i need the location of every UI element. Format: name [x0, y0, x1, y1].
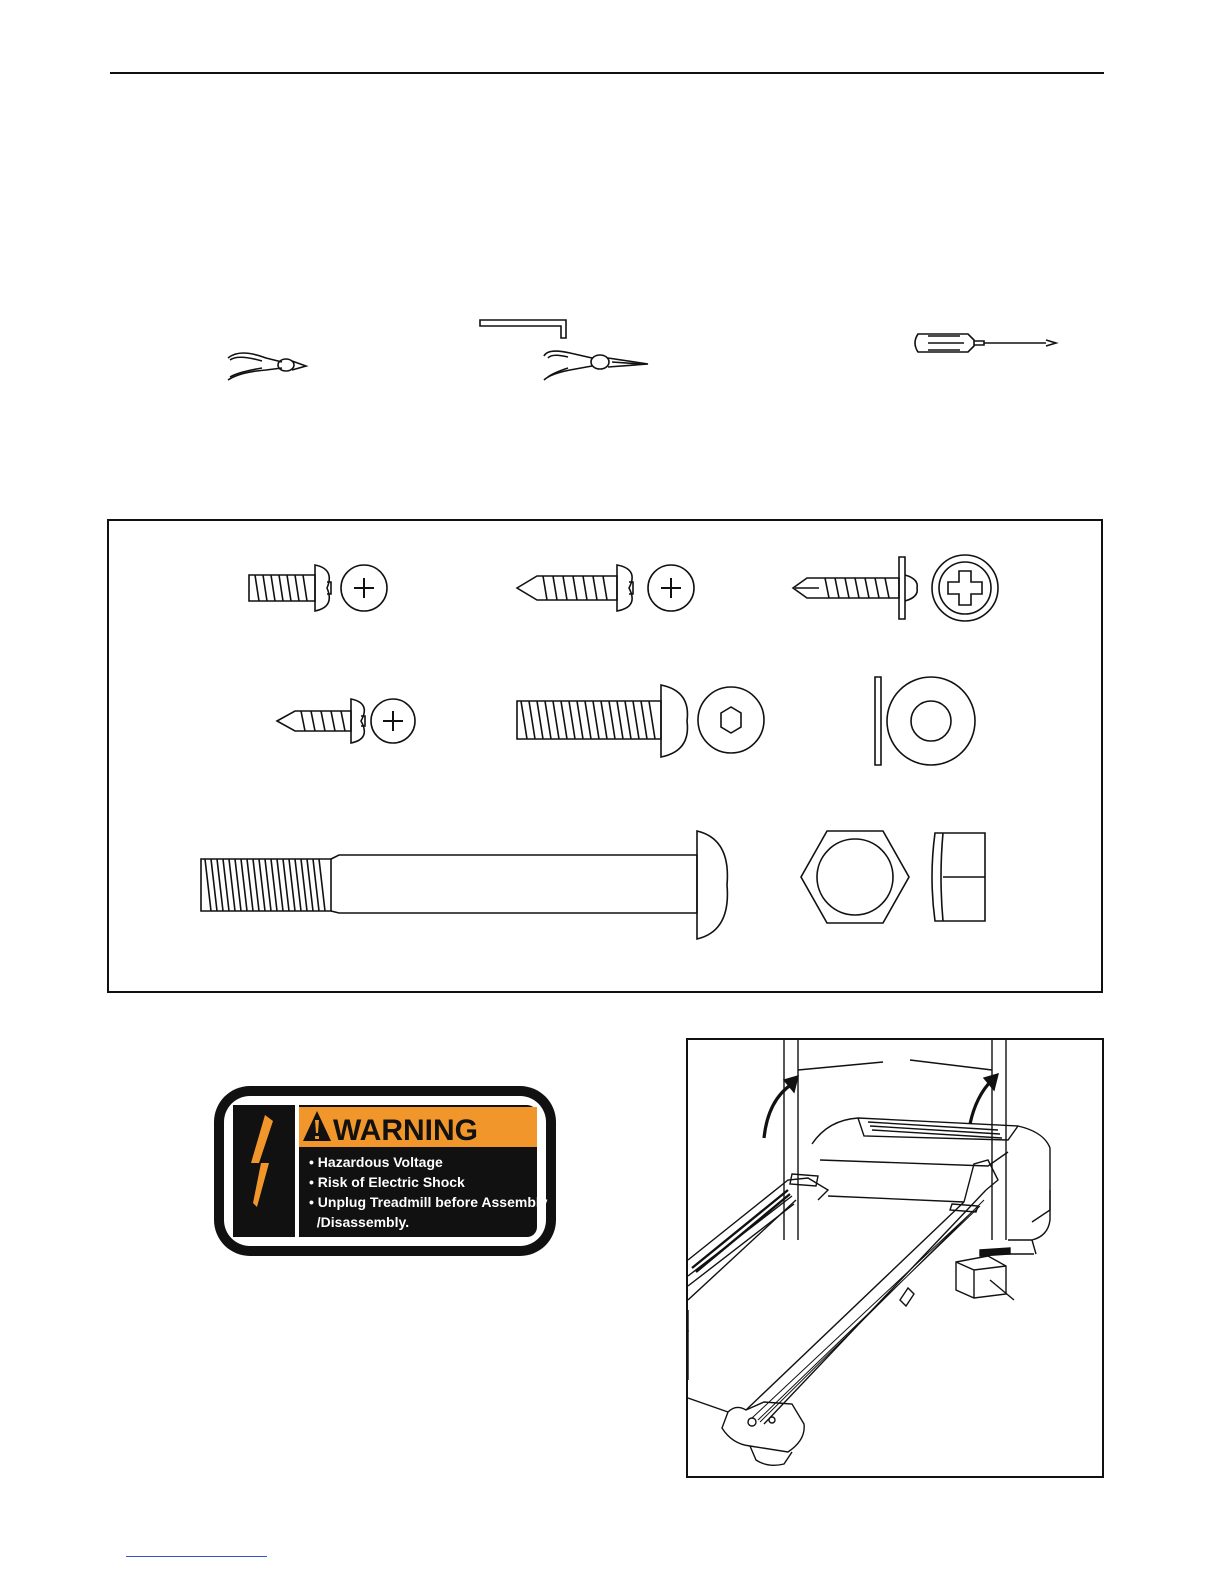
- parts-drawings: [109, 521, 1101, 991]
- nylon-locknut-icon: [801, 831, 985, 923]
- treadmill-illustration: [688, 1040, 1102, 1476]
- hex-key-icon: [480, 320, 566, 338]
- bottom-link-underline: [126, 1556, 267, 1557]
- warning-line-4: /Disassembly.: [309, 1214, 410, 1230]
- top-rule: [110, 72, 1104, 74]
- washer-icon: [875, 677, 975, 765]
- warning-line-1: • Hazardous Voltage: [309, 1154, 443, 1170]
- tools-row: [0, 300, 1224, 420]
- long-bolt-icon: [201, 831, 727, 939]
- warning-line-3: • Unplug Treadmill before Assembly: [309, 1194, 548, 1210]
- pointed-screw-icon: [517, 565, 694, 611]
- warning-line-2: • Risk of Electric Shock: [309, 1174, 465, 1190]
- warning-title: WARNING: [333, 1114, 478, 1147]
- phillips-screwdriver-icon: [915, 334, 1056, 352]
- self-drilling-screw-icon: [793, 555, 998, 621]
- warning-label-graphic: [213, 1085, 557, 1257]
- screw-icon: [249, 565, 387, 611]
- pliers-icon: [228, 353, 306, 380]
- parts-identification-box: [107, 519, 1103, 993]
- needle-nose-pliers-icon: [544, 351, 648, 380]
- treadmill-figure-box: [686, 1038, 1104, 1478]
- warning-label: [213, 1085, 557, 1257]
- short-screw-icon: [277, 699, 415, 743]
- hex-bolt-icon: [517, 685, 764, 757]
